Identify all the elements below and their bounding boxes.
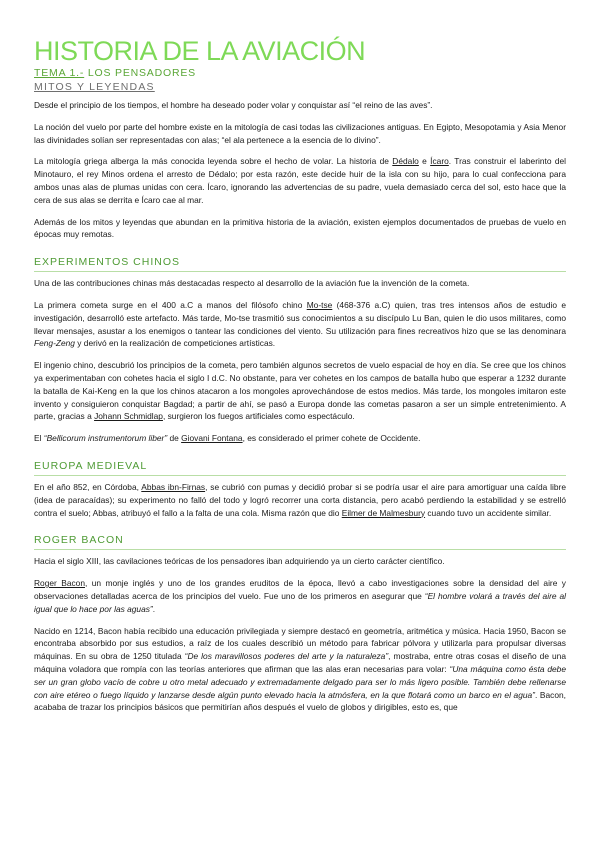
italic-bacon-quote: “El hombre volará a través del aire al igual que lo hace por las aguas” — [34, 590, 566, 614]
document-content — [34, 36, 566, 723]
text-run: , se cubrió con pumas y decidió probar si se podría usar el aire para amortiguar una caída libre (idea de paracaídas); su experimento no falló del todo y logró recorrer una corta distancia, pero acabó perdiendo la estabilidad y se estrelló contra el suelo; Abbas, atribuyó el fallo a la falta de una cola. Misma razón que dio — [34, 481, 566, 518]
paragraph-bacon-1: Hacia el siglo XIII, las cavilaciones teóricas de los pensadores iban adquiriendo ya un cierto carácter científico. — [34, 556, 445, 567]
tema-heading — [34, 67, 566, 80]
text-run: e — [418, 156, 431, 167]
link-icaro[interactable]: Ícaro — [430, 156, 449, 167]
heading-experimentos-chinos: EXPERIMENTOS CHINOS — [34, 256, 180, 269]
text-run: , mostraba, entre otras cosas el diseño de una máquina voladora que rompía con las teorías anteriores que afirman que las alas eran necesarias para volar: — [34, 651, 566, 674]
text-run: . Bacon, acababa de trazar los principios básicos que permitirían años después el vuelo de globos y dirigibles, esto es, que — [34, 689, 566, 713]
text-run: . — [152, 603, 156, 614]
heading-chinos-wrap — [34, 250, 566, 272]
heading-bacon-wrap — [34, 528, 566, 550]
paragraph-mitos-2: La noción del vuelo por parte del hombre existe en la mitología de casi todas las civilizaciones antiguas. En Egipto, Mesopotamia y Asia Menor las divinidades solían ser representadas con alas; “el ala pertenece a la esencia de lo divino”. — [34, 121, 566, 145]
text-run: de — [167, 433, 182, 444]
heading-europa-medieval: EUROPA MEDIEVAL — [34, 459, 148, 472]
text-run: El ingenio chino, descubrió los principios de la cometa, pero también algunos secretos de vuelo espacial de hoy en día. Se cree que los chinos ya experimentaban con cohetes hacia el siglo I d.C. No obstante, para ver cohetes en los campos de batalla hubo que esperar a 1232 durante la batalla de Kai-Keng en la que los chinos atacaron a los mongoles aprovechándose de estos medios. Más tarde, los mongoles imitaron este invento y consiguieron conquistar Bagdad; a partir de ahí, se pasó a Europa donde las cometas pasaron a ser un simple entretenimiento. A parte, gracias a — [34, 360, 566, 422]
link-dedalo[interactable]: Dédalo — [392, 156, 419, 167]
link-roger-bacon[interactable]: Roger Bacon — [34, 578, 85, 589]
paragraph-chinos-2 — [34, 299, 566, 350]
paragraph-chinos-1: Una de las contribuciones chinas más destacadas respecto al desarrollo de la aviación fue la invención de la cometa. — [34, 278, 470, 289]
italic-bacon-machine-quote: “Una máquina como ésta debe ser un gran globo vacío de cobre u otro metal adecuado y extremadamente delgado para ser lo más ligero posible. También debe rellenarse con aire etéreo o fuego líquido y lanzarse desde algún punto elevado hacia la atmósfera, en la que flotará como un barco en el agua” — [34, 663, 566, 700]
text-run: (468-376 a.C) quien, tras tres intensos años de estudio e investigación, desarrolló este artefacto. Más tarde, Mo-tse trasmitió sus conocimientos a su discípulo Lu Ban, quien le dio usos militares, como llevar mensajes, asustar a los enemigos o tantear las condiciones del viento. Su utilización para fines recreativos hizo que se las denominara — [34, 299, 566, 336]
link-mo-tse[interactable]: Mo-tse — [306, 299, 333, 310]
text-run: cuando tuvo un accidente similar. — [425, 507, 552, 518]
page-title: HISTORIA DE LA AVIACIÓN — [34, 36, 366, 66]
paragraph-mitos-3 — [34, 155, 566, 206]
paragraph-bacon-2 — [34, 577, 566, 615]
tema-text: LOS PENSADORES — [84, 67, 196, 79]
text-run: En el año 852, en Córdoba, — [34, 481, 142, 492]
heading-europa-wrap — [34, 454, 566, 476]
text-run: El — [34, 433, 44, 444]
text-run: , es considerado el primer cohete de Occidente. — [242, 433, 421, 444]
italic-bacon-work-title: “De los maravillosos poderes del arte y la naturaleza” — [184, 651, 389, 662]
heading-roger-bacon: ROGER BACON — [34, 534, 124, 547]
link-johann-schmidlap[interactable]: Johann Schmidlap — [94, 411, 163, 422]
text-run: y derivó en la realización de competiciones artísticas. — [74, 338, 276, 349]
text-run: , un monje inglés y uno de los grandes eruditos de la época, llevó a cabo investigaciones sobre la densidad del aire y observaciones detalladas acerca de los principios del vuelo. Fue uno de los primeros en asegurar que — [34, 578, 566, 601]
text-run: La primera cometa surge en el 400 a.C a manos del filósofo chino — [34, 299, 307, 310]
italic-bellicorum: “Bellicorum instrumentorum liber” — [43, 433, 168, 444]
text-run: La mitología griega alberga la más conocida leyenda sobre el hecho de volar. La historia de — [34, 156, 393, 167]
italic-feng-zeng: Feng-Zeng — [34, 338, 75, 349]
paragraph-mitos-4: Además de los mitos y leyendas que abundan en la primitiva historia de la aviación, existen ejemplos documentados de pruebas de vuelo en épocas muy remotas. — [34, 216, 566, 240]
link-abbas-ibn-firnas[interactable]: Abbas ibn-Firnas — [141, 481, 206, 492]
link-eilmer-de-malmesbury[interactable]: Eilmer de Malmesbury — [341, 507, 426, 518]
paragraph-mitos-1: Desde el principio de los tiempos, el hombre ha deseado poder volar y conquistar así “el reino de las aves”. — [34, 100, 433, 110]
text-run: . Tras construir el laberinto del Minotauro, el rey Minos ordena el arresto de Dédalo; por esta razón, este decide huir de la isla con su hijo, para lo cual confecciona para ambos unas alas de plumas unidas con cera. Ícaro, ignorando las advertencias de su padre, vuela demasiado cerca del sol, esto hace que la cera de sus alas se derrita e Ícaro cae al mar. — [34, 156, 567, 205]
tema-label: TEMA 1.- — [34, 67, 85, 79]
section-subtitle-mitos: MITOS Y LEYENDAS — [34, 81, 155, 93]
paragraph-chinos-3 — [34, 359, 566, 423]
paragraph-chinos-4 — [34, 432, 566, 445]
text-run: Nacido en 1214, Bacon había recibido una educación privilegiada y siempre destacó en geometría, aritmética y música. Hacia 1950, Bacon se encontraba absorbido por sus estudios, a raíz de los cuales describió un método para fabricar pólvora y utilizarla para propulsar diversas máquinas. En su obra de 1250 titulada — [34, 625, 566, 662]
paragraph-bacon-3 — [34, 625, 566, 715]
link-giovani-fontana[interactable]: Giovani Fontana — [181, 433, 243, 444]
text-run: , surgieron los fuegos artificiales como espectáculo. — [162, 411, 355, 422]
paragraph-europa-1 — [34, 481, 566, 519]
